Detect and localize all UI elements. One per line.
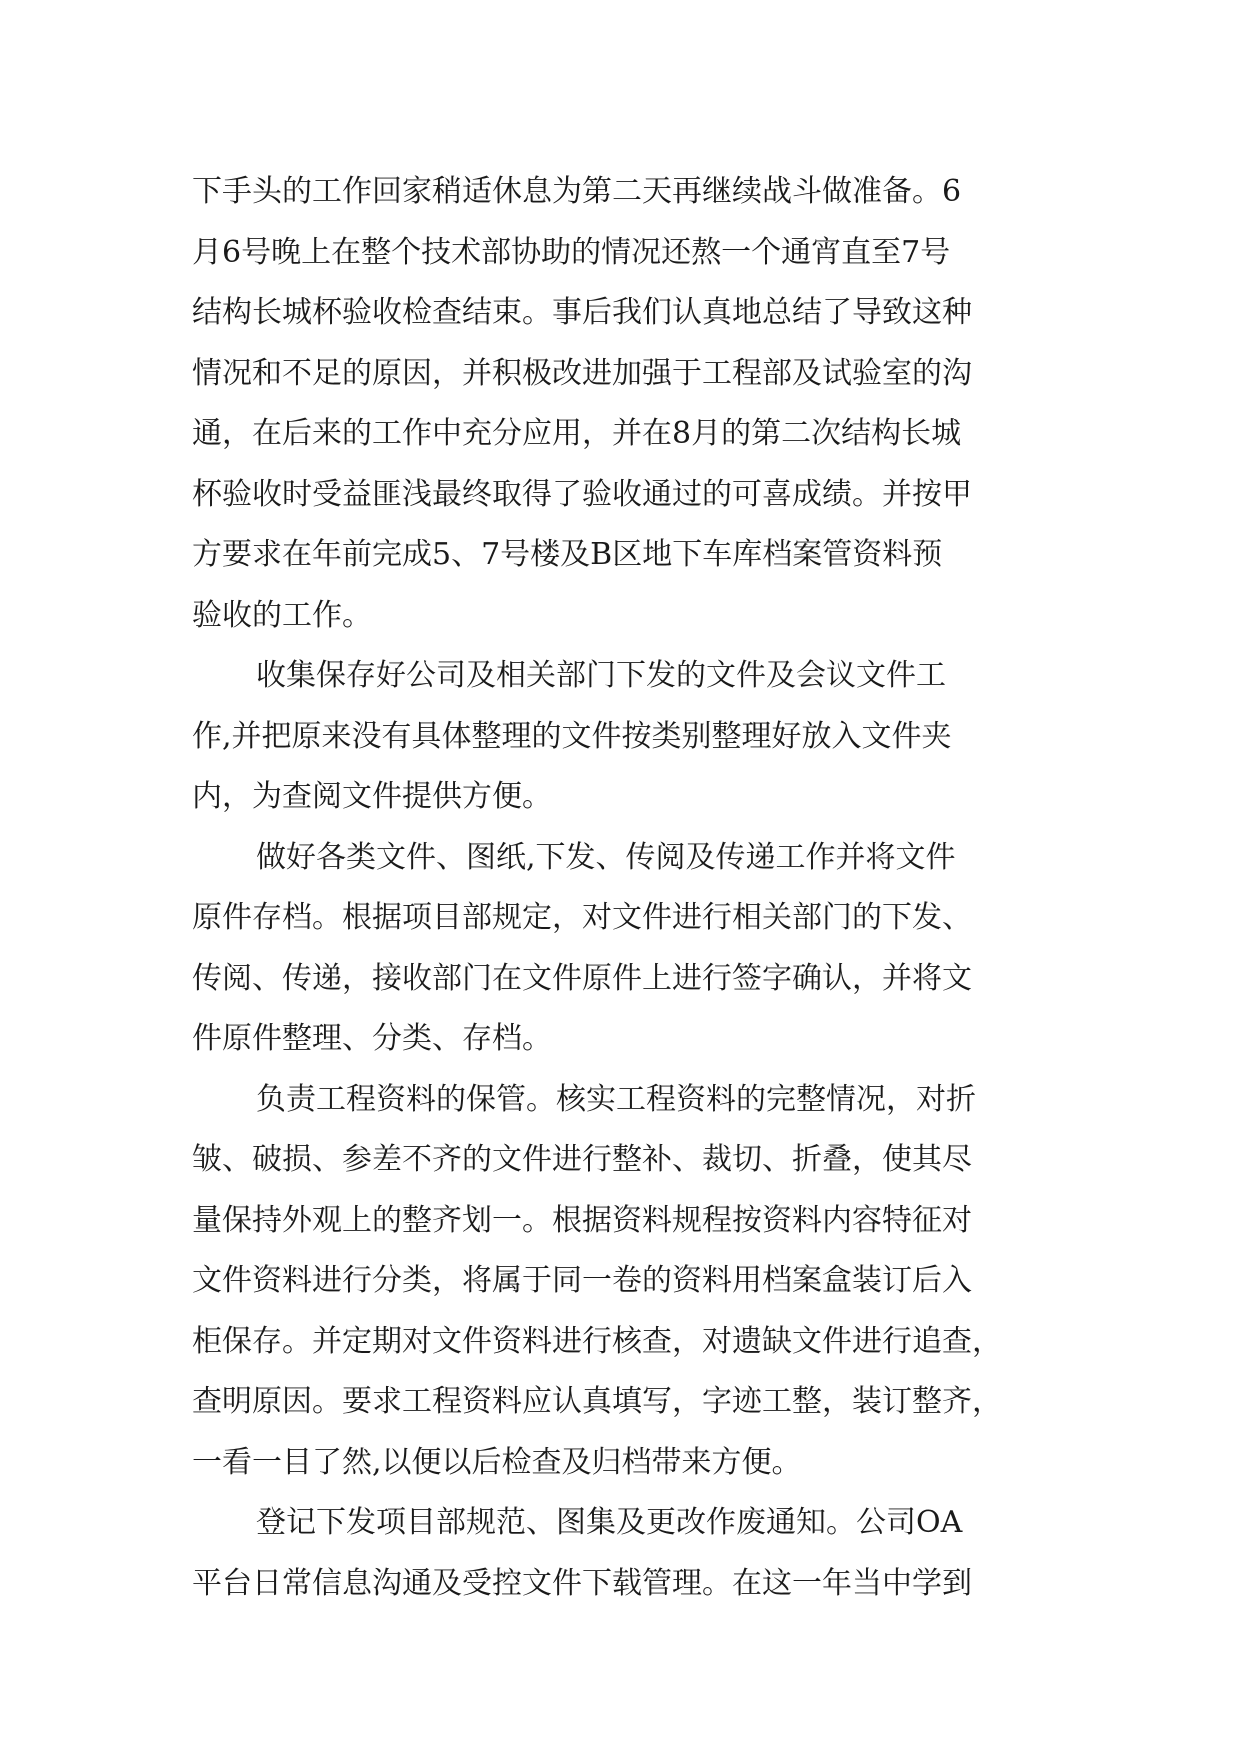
text-line: 月6号晚上在整个技术部协助的情况还熬一个通宵直至7号 bbox=[192, 234, 951, 270]
text-line: 量保持外观上的整齐划一。根据资料规程按资料内容特征对 bbox=[192, 1202, 972, 1238]
body-text bbox=[192, 162, 1052, 1614]
text-line: 结构长城杯验收检查结束。事后我们认真地总结了导致这种 bbox=[192, 295, 972, 330]
text-line: 负责工程资料的保管。核实工程资料的完整情况，对折 bbox=[256, 1081, 976, 1117]
text-line: 杯验收时受益匪浅最终取得了验收通过的可喜成绩。并按甲 bbox=[192, 476, 972, 512]
text-line: 查明原因。要求工程资料应认真填写，字迹工整，装订整齐， bbox=[192, 1384, 1002, 1419]
text-line: 皱、破损、参差不齐的文件进行整补、裁切、折叠，使其尽 bbox=[192, 1142, 972, 1177]
text-line: 下手头的工作回家稍适休息为第二天再继续战斗做准备。6 bbox=[192, 174, 962, 209]
text-line: 平台日常信息沟通及受控文件下载管理。在这一年当中学到 bbox=[192, 1565, 972, 1601]
text-line: 情况和不足的原因，并积极改进加强于工程部及试验室的沟 bbox=[192, 355, 972, 391]
text-line: 登记下发项目部规范、图集及更改作废通知。公司OA bbox=[256, 1505, 963, 1540]
text-line: 柜保存。并定期对文件资料进行核查，对遗缺文件进行追查， bbox=[192, 1323, 1002, 1359]
text-line: 原件存档。根据项目部规定，对文件进行相关部门的下发、 bbox=[192, 900, 972, 935]
text-line: 收集保存好公司及相关部门下发的文件及会议文件工 bbox=[256, 658, 946, 693]
text-line: 一看一目了然,以便以后检查及归档带来方便。 bbox=[192, 1444, 802, 1480]
text-line: 传阅、传递，接收部门在文件原件上进行签字确认，并将文 bbox=[192, 960, 972, 996]
text-line: 内，为查阅文件提供方便。 bbox=[192, 779, 552, 814]
text-line: 作,并把原来没有具体整理的文件按类别整理好放入文件夹 bbox=[192, 718, 952, 754]
text-line: 文件资料进行分类，将属于同一卷的资料用档案盒装订后入 bbox=[192, 1263, 972, 1298]
text-line: 做好各类文件、图纸,下发、传阅及传递工作并将文件 bbox=[256, 839, 956, 875]
text-line: 通，在后来的工作中充分应用，并在8月的第二次结构长城 bbox=[192, 416, 962, 451]
text-line: 件原件整理、分类、存档。 bbox=[192, 1021, 552, 1056]
text-line: 验收的工作。 bbox=[192, 597, 372, 633]
text-line: 方要求在年前完成5、7号楼及B区地下车库档案管资料预 bbox=[192, 537, 943, 572]
